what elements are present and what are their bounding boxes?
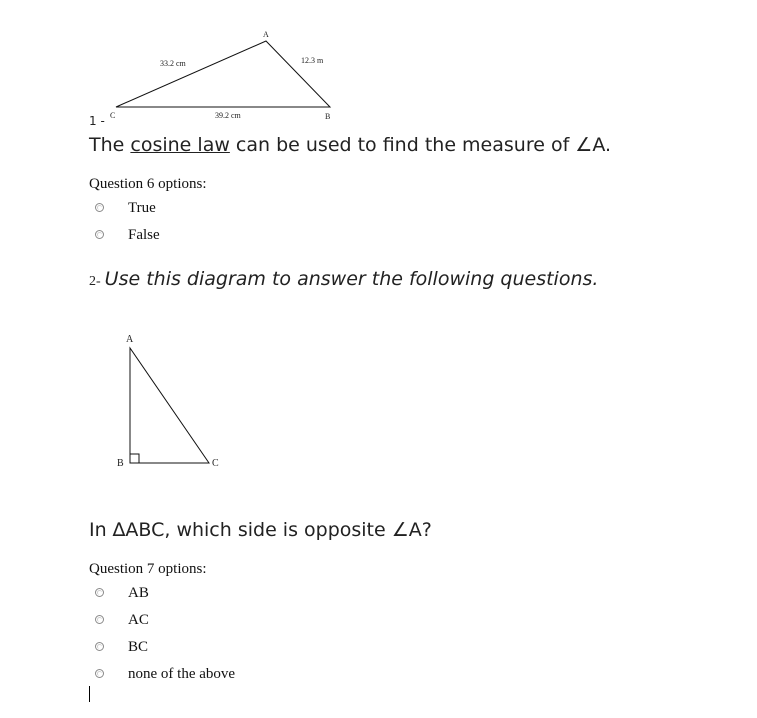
triangle-2-vertex-c-label: C: [212, 458, 219, 469]
text-cursor: [89, 686, 90, 702]
question-1-text-post: can be used to find the measure of ∠A.: [229, 134, 612, 156]
question-7-options-label: Question 7 options:: [89, 561, 207, 577]
radio-bc[interactable]: [95, 642, 104, 651]
triangle-2-vertex-a-label: A: [126, 334, 134, 345]
triangle-diagram-1: [100, 26, 350, 126]
question-6-options-label: Question 6 options:: [89, 176, 207, 192]
triangle-1-shape: [116, 41, 330, 107]
right-angle-marker: [130, 454, 139, 463]
radio-true[interactable]: [95, 203, 104, 212]
question-2-intro: Use this diagram to answer the following questions.: [104, 268, 599, 290]
option-bc-label: BC: [128, 639, 149, 655]
question-2-number: 2-: [89, 274, 101, 289]
option-ab-label: AB: [128, 585, 149, 601]
option-ac-label: AC: [128, 612, 149, 628]
side-cb-label: 39.2 cm: [215, 111, 241, 120]
question-2-text: In ∆ABC, which side is opposite ∠A?: [89, 519, 432, 541]
option-none-label: none of the above: [128, 666, 236, 682]
side-ca-label: 33.2 cm: [160, 59, 186, 68]
radio-ab[interactable]: [95, 588, 104, 597]
triangle-diagram-2: [110, 330, 230, 475]
vertex-a-label: A: [263, 30, 269, 39]
triangle-2-shape: [130, 348, 209, 463]
option-false-label: False: [128, 227, 160, 243]
option-true-label: True: [128, 200, 156, 216]
question-2-header: [89, 268, 598, 290]
vertex-c-label: C: [110, 111, 116, 120]
radio-none[interactable]: [95, 669, 104, 678]
question-1-number: 1 -: [89, 114, 105, 128]
vertex-b-label: B: [325, 112, 331, 121]
triangle-2-vertex-b-label: B: [117, 458, 124, 469]
radio-false[interactable]: [95, 230, 104, 239]
cosine-law-term: cosine law: [130, 134, 230, 156]
question-1-text-pre: The: [89, 134, 131, 156]
question-1-text: [89, 134, 611, 156]
side-ab-label: 12.3 m: [301, 56, 324, 65]
radio-ac[interactable]: [95, 615, 104, 624]
